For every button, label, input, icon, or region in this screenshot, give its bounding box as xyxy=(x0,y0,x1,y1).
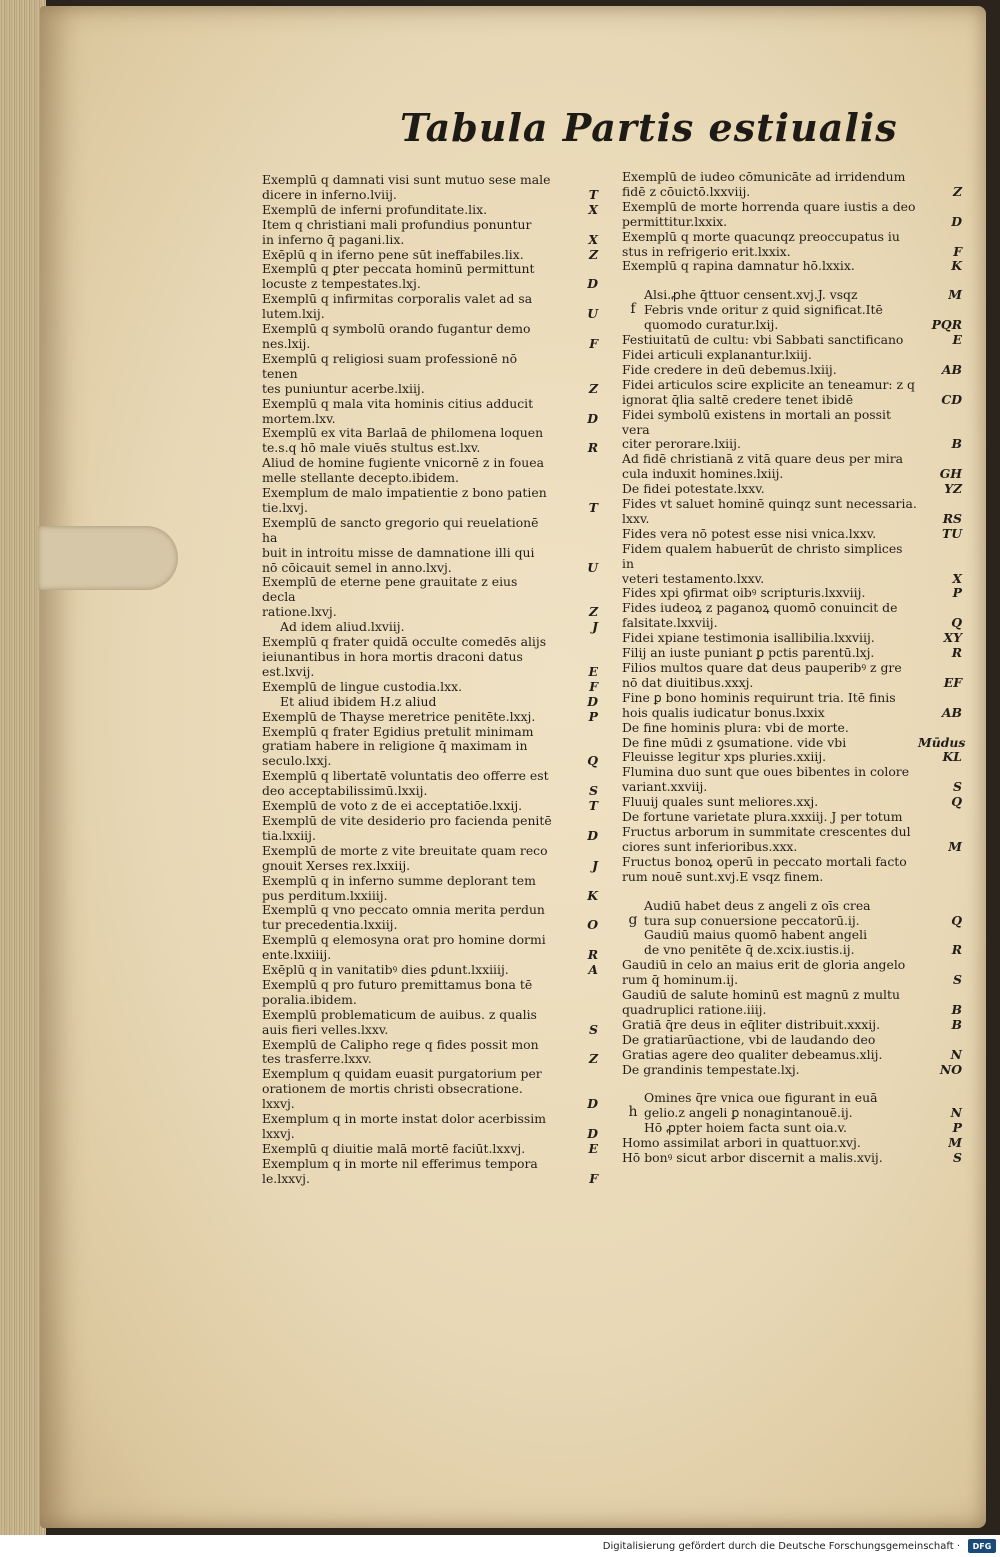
entry-marker: M xyxy=(948,838,962,854)
index-entry xyxy=(262,1157,598,1187)
index-entry xyxy=(262,426,598,456)
entry-text: Hō ꝓpter hoiem facta sunt oia.v. xyxy=(644,1120,847,1136)
entry-marker: E xyxy=(952,332,962,348)
entry-marker: P xyxy=(952,1120,962,1136)
index-entry xyxy=(262,456,598,486)
entry-marker: RS xyxy=(942,510,962,526)
right-column xyxy=(622,169,966,1166)
index-entry xyxy=(644,1091,962,1121)
entry-marker: D xyxy=(587,410,598,426)
entry-marker: YZ xyxy=(944,481,962,497)
index-entry xyxy=(622,527,962,542)
index-entry xyxy=(262,1038,598,1068)
index-entry xyxy=(622,1063,962,1078)
entry-text: De fine mūdi z ꝯsumatione. vide vbi xyxy=(622,734,847,750)
index-entry xyxy=(262,352,598,397)
section-letter-f: f xyxy=(630,301,636,318)
entry-marker: R xyxy=(951,645,962,661)
section-letter-g: g xyxy=(628,911,638,928)
entry-text: Exemplū q vno peccato omnia merita perdun tur precedentia.lxxiij. xyxy=(262,902,545,933)
index-entry xyxy=(262,575,598,620)
section-f xyxy=(622,288,962,333)
left-column xyxy=(262,173,598,1187)
index-entry xyxy=(622,810,962,825)
entry-text: Homo assimilat arbori in quattuor.xvj. xyxy=(622,1135,861,1151)
index-entry xyxy=(262,516,598,576)
entry-text: Omines q̄re vnica oue figurant in euā gelio.z angeli ꝑ nonagintanouē.ij. xyxy=(644,1090,878,1121)
footer-text: Digitalisierung gefördert durch die Deutsche Forschungsgemeinschaft · xyxy=(602,1540,960,1552)
entry-text: Alsi.ꝓhe q̄ttuor censent.xvj.J. vsqz xyxy=(644,287,858,303)
entry-marker: Mūdus xyxy=(918,734,966,750)
index-entry xyxy=(262,262,598,292)
entry-text: Fides iudeoꝝ z paganoꝝ quomō conuincit de falsitate.lxxviij. xyxy=(622,600,898,631)
dfg-logo: DFG xyxy=(968,1539,996,1553)
entry-text: Exemplum q in morte instat dolor acerbissim lxxvj. xyxy=(262,1111,546,1141)
entry-text: Exēplū q in vanitatibꝰ dies ꝑdunt.lxxiiij. xyxy=(262,962,509,978)
index-entry xyxy=(262,874,598,904)
entry-text: Fructus bonoꝝ operū in peccato mortali facto rum nouē sunt.xvj.E vsqz finem. xyxy=(622,853,907,884)
entry-marker: XY xyxy=(943,630,962,646)
index-entry xyxy=(622,855,962,885)
entry-marker: X xyxy=(588,231,598,247)
entry-marker: CD xyxy=(941,391,962,407)
entry-text: Exemplū q frater quidā occulte comedēs alijs ieiunantibus in hora mortis draconi datus est.lxvij. xyxy=(262,634,547,679)
entry-text: Exemplū de vite desiderio pro facienda penitē tia.lxxiij. xyxy=(262,812,552,843)
entry-marker: Q xyxy=(951,615,962,631)
entry-marker: U xyxy=(587,559,598,575)
entry-marker: D xyxy=(587,827,598,843)
entry-text: Flumina duo sunt que oues bibentes in colore variant.xxviij. xyxy=(622,764,910,795)
entry-marker: R xyxy=(587,947,598,963)
entry-text: Exemplū de eterne pene grauitate z eius decla ratione.lxvj. xyxy=(262,574,518,620)
entry-text: De grandinis tempestate.lxj. xyxy=(622,1061,800,1077)
entry-text: Fidei articulos scire explicite an teneamur: z q ignorat q̄lia saltē credere tenet ibidē xyxy=(622,376,915,407)
entry-marker: D xyxy=(587,1126,598,1141)
index-entry xyxy=(262,248,598,263)
index-entry xyxy=(644,899,962,929)
index-entry xyxy=(622,601,962,631)
entry-marker: F xyxy=(589,678,598,694)
index-entry xyxy=(644,288,962,303)
entry-marker: K xyxy=(951,258,962,274)
entry-marker: J xyxy=(592,857,598,873)
entry-text: Exemplū q in inferno summe deplorant tem pus perditum.lxxiiij. xyxy=(262,872,536,903)
index-entry xyxy=(622,333,962,348)
index-entry xyxy=(262,769,598,799)
entry-text: Audiū habet deus z angeli z oīs crea tura sup conuersione peccatorū.ij. xyxy=(644,897,871,928)
entry-text: Gaudiū in celo an maius erit de gloria angelo rum q̄ hominum.ij. xyxy=(622,957,906,988)
entry-text: Exemplū problematicum de auibus. z qualis auis fieri velles.lxxv. xyxy=(262,1006,537,1037)
index-entry xyxy=(262,1008,598,1038)
entry-text: Gaudiū maius quomō habent angeli de vno penitēte q̄ de.xcix.iustis.ij. xyxy=(644,927,868,958)
index-entry xyxy=(622,408,962,453)
entry-text: De fortune varietate plura.xxxiij. J per totum xyxy=(622,809,903,825)
entry-text: Exemplū de morte horrenda quare iustis a deo permittitur.lxxix. xyxy=(622,198,916,229)
entry-text: Fluuij quales sunt meliores.xxj. xyxy=(622,794,819,810)
entry-text: Exemplū q elemosyna orat pro homine dormi ente.lxxiiij. xyxy=(262,932,546,963)
index-entry xyxy=(262,903,598,933)
index-entry xyxy=(262,397,598,427)
entry-marker: Z xyxy=(588,604,598,620)
index-entry xyxy=(262,1112,598,1142)
entry-text: Exēplū q in iferno pene sūt ineffabiles.lix. xyxy=(262,246,524,262)
index-entry xyxy=(262,978,598,1008)
entry-text: Festiuitatū de cultu: vbi Sabbati sanctificano xyxy=(622,332,904,348)
entry-text: De fidei potestate.lxxv. xyxy=(622,481,765,497)
entry-text: Exemplū q rapina damnatur hō.lxxix. xyxy=(622,258,855,274)
entry-text: Fidei symbolū existens in mortali an possit vera citer perorare.lxiij. xyxy=(622,406,891,452)
section-h xyxy=(622,1091,962,1136)
index-entry xyxy=(262,218,598,248)
index-entry xyxy=(622,542,962,587)
index-entry xyxy=(622,988,962,1018)
entry-marker: Z xyxy=(952,183,962,199)
index-entry xyxy=(622,170,962,200)
entry-marker: AB xyxy=(941,704,962,720)
index-entry xyxy=(622,1151,962,1166)
entry-text: Fructus arborum in summitate crescentes dul ciores sunt inferioribus.xxx. xyxy=(622,823,911,854)
index-entry xyxy=(262,799,598,814)
entry-text: De gratiarūactione, vbi de laudando deo xyxy=(622,1031,876,1047)
index-entry xyxy=(262,1067,598,1112)
entry-text: De fine hominis plura: vbi de morte. xyxy=(622,719,849,735)
entry-marker: E xyxy=(588,663,598,679)
entry-marker: Z xyxy=(588,246,598,262)
entry-marker: D xyxy=(951,213,962,229)
entry-text: Gratias agere deo qualiter debeamus.xlij. xyxy=(622,1046,883,1062)
entry-text: Gaudiū de salute hominū est magnū z multu quadruplici ratione.iiij. xyxy=(622,987,900,1017)
entry-marker: Z xyxy=(588,380,598,396)
page-heading: Tabula Partis estiualis xyxy=(400,105,898,150)
entry-text: Aliud de homine fugiente vnicornē z in fouea melle stellante decepto.ibidem. xyxy=(262,455,544,486)
entry-text: Exemplū q diuitie malā mortē faciūt.lxxvj. xyxy=(262,1140,526,1156)
entry-text: Exemplum q in morte nil efferimus tempora le.lxxvj. xyxy=(262,1155,538,1186)
entry-marker: A xyxy=(588,962,598,978)
index-entry xyxy=(622,200,962,230)
entry-marker: D xyxy=(587,276,598,292)
entry-text: Exemplū de voto z de ei acceptatiōe.lxxij. xyxy=(262,798,523,814)
entry-text: Exemplū q frater Egidius pretulit minimam gratiam habere in religione q̄ maximam in seculo.lxxj. xyxy=(262,723,534,769)
index-entry xyxy=(262,844,598,874)
index-entry xyxy=(262,173,598,203)
entry-marker: B xyxy=(951,1016,962,1032)
index-entry xyxy=(262,933,598,963)
index-entry xyxy=(622,631,962,646)
h-entries xyxy=(622,1136,962,1166)
entry-text: Exemplū q damnati visi sunt mutuo sese male dicere in inferno.lviij. xyxy=(262,172,551,202)
index-entry xyxy=(262,292,598,322)
entry-marker: F xyxy=(589,1170,598,1186)
entry-text: Fides vera nō potest esse nisi vnica.lxxv. xyxy=(622,525,877,541)
entry-text: Fides vt saluet hominē quinqz sunt necessaria. lxxv. xyxy=(622,496,917,526)
index-entry xyxy=(644,928,962,958)
section-g xyxy=(622,899,962,959)
index-entry xyxy=(262,620,598,635)
index-entry xyxy=(622,482,962,497)
index-entry xyxy=(622,750,962,765)
entry-marker: Q xyxy=(951,794,962,810)
index-entry xyxy=(622,958,962,988)
index-entry xyxy=(262,635,598,680)
entry-marker: Q xyxy=(951,912,962,928)
entry-text: Fidei articuli explanantur.lxiij. xyxy=(622,346,812,362)
entry-text: Exemplū de inferni profunditate.lix. xyxy=(262,201,488,217)
entry-marker: N xyxy=(950,1105,962,1121)
entry-marker: EF xyxy=(943,674,962,690)
entry-marker: B xyxy=(951,1001,962,1017)
entry-marker: NO xyxy=(939,1061,962,1077)
section-letter-h: h xyxy=(628,1104,638,1121)
index-entry xyxy=(622,691,962,721)
entry-text: Exemplū q mala vita hominis citius adducit mortem.lxv. xyxy=(262,395,534,426)
entry-marker: M xyxy=(948,1135,962,1151)
index-entry xyxy=(262,695,598,710)
g-entries xyxy=(622,958,962,1077)
index-entry xyxy=(622,1136,962,1151)
entry-text: Exemplū q religiosi suam professionē nō tenen tes puniuntur acerbe.lxiij. xyxy=(262,350,518,396)
entry-text: Exemplū q pro futuro premittamus bona tē poralia.ibidem. xyxy=(262,976,533,1007)
entry-text: Exemplū de Calipho rege q fides possit mon tes trasferre.lxxv. xyxy=(262,1036,539,1067)
index-entry xyxy=(622,765,962,795)
entry-text: Exemplū de morte z vite breuitate quam reco gnouit Xerses rex.lxxiij. xyxy=(262,842,548,873)
entry-text: Exemplū q morte quacunqz preoccupatus iu stus in refrigerio erit.lxxix. xyxy=(622,228,900,259)
index-entry xyxy=(622,497,962,527)
entry-marker: O xyxy=(587,917,598,933)
entry-text: Exemplū q ꝑter peccata hominū permittunt locuste z tempestates.lxj. xyxy=(262,261,535,292)
index-entry xyxy=(622,1033,962,1048)
entry-marker: R xyxy=(587,440,598,456)
entry-text: Filij an iuste puniant ꝑ pctis parentū.lxj. xyxy=(622,645,875,661)
entry-text: Fine ꝑ bono hominis requirunt tria. Itē finis hois qualis iudicatur bonus.lxxix xyxy=(622,689,896,720)
entry-marker: T xyxy=(588,798,598,814)
index-entry xyxy=(262,814,598,844)
f-entries xyxy=(622,332,966,885)
entry-marker: P xyxy=(952,585,962,601)
entry-marker: S xyxy=(953,779,962,795)
entry-marker: X xyxy=(588,201,598,217)
entry-text: Exemplū q libertatē voluntatis deo offerre est deo acceptabilissimū.lxxij. xyxy=(262,768,549,799)
entry-text: Fidei xpiane testimonia isallibilia.lxxviij. xyxy=(622,630,875,646)
index-entry xyxy=(644,303,962,333)
entry-text: Gratiā q̄re deus in eq̄liter distribuit.xxxij. xyxy=(622,1016,881,1032)
index-entry xyxy=(622,230,962,260)
entry-marker: T xyxy=(588,186,598,202)
entry-text: Fide credere in deū debemus.lxiij. xyxy=(622,361,837,377)
entry-text: Fidem qualem habuerūt de christo simplices in veteri testamento.lxxv. xyxy=(622,540,903,586)
index-entry xyxy=(622,1048,962,1063)
entry-marker: J xyxy=(592,619,598,635)
index-entry xyxy=(622,734,966,751)
index-entry xyxy=(622,661,962,691)
index-entry xyxy=(262,710,598,725)
entry-text: Exemplum q quidam euasit purgatorium per orationem de mortis christi obsecratione. lxxvj. xyxy=(262,1066,542,1112)
entry-marker: S xyxy=(589,783,598,799)
entry-marker: P xyxy=(588,708,598,724)
entry-marker: TU xyxy=(941,525,962,541)
entry-marker: Z xyxy=(588,1051,598,1067)
entry-text: Hō bonꝰ sicut arbor discernit a malis.xvij. xyxy=(622,1150,883,1166)
index-entry xyxy=(622,586,962,601)
index-entry xyxy=(622,348,962,363)
entry-text: Exemplū q symbolū orando fugantur demo nes.lxij. xyxy=(262,321,531,351)
entry-marker: T xyxy=(588,499,598,515)
entry-marker: X xyxy=(952,570,962,586)
entry-text: Exemplū de iudeo cōmunicāte ad irridendum fidē z cōuictō.lxxviij. xyxy=(622,169,906,199)
entry-marker: B xyxy=(951,436,962,452)
entry-text: Et aliud ibidem H.z aliud xyxy=(280,693,437,709)
entry-text: Exemplū ex vita Barlaā de philomena loquen te.s.q hō male viuēs stultus est.lxv. xyxy=(262,425,544,456)
index-entry xyxy=(262,680,598,695)
entry-marker: S xyxy=(953,1150,962,1166)
index-entry xyxy=(622,721,962,736)
entry-text: Filios multos quare dat deus pauperibꝰ z gre nō dat diuitibus.xxxj. xyxy=(622,660,902,690)
bookmark-tab xyxy=(38,526,178,590)
index-entry xyxy=(262,725,598,770)
entry-text: Ad idem aliud.lxviij. xyxy=(280,619,405,635)
index-entry xyxy=(262,203,598,218)
index-entry xyxy=(644,1121,962,1136)
entry-marker: R xyxy=(951,942,962,958)
entry-text: Exemplum de malo impatientie z bono patien tie.lxvj. xyxy=(262,485,547,515)
entry-marker: D xyxy=(587,1096,598,1112)
entry-marker: K xyxy=(587,887,598,903)
index-entry xyxy=(622,825,962,855)
entry-text: Exemplū de sancto gregorio qui reuelationē ha buit in introitu misse de damnatione illi qui nō cōicauit semel in anno.lxvj. xyxy=(262,514,539,575)
index-entry xyxy=(622,259,962,274)
right-top-entries xyxy=(622,170,962,274)
entry-text: Fides xpi ꝯfirmat oibꝰ scripturis.lxxviij. xyxy=(622,585,866,601)
entry-text: Ad fidē christianā z vitā quare deus per mira cula induxit homines.lxiij. xyxy=(622,451,904,482)
entry-marker: F xyxy=(589,335,598,351)
entry-marker: M xyxy=(948,287,962,303)
footer-bar xyxy=(0,1535,1000,1557)
index-entry xyxy=(622,363,962,378)
entry-text: Exemplū q infirmitas corporalis valet ad sa lutem.lxij. xyxy=(262,291,533,322)
entry-text: Exemplū de Thayse meretrice penitēte.lxxj. xyxy=(262,708,536,724)
index-entry xyxy=(622,378,962,408)
index-entry xyxy=(622,452,962,482)
entry-marker: PQR xyxy=(931,317,962,333)
entry-marker: S xyxy=(953,972,962,988)
index-entry xyxy=(262,1142,598,1157)
entry-marker: AB xyxy=(941,361,962,377)
entry-marker: D xyxy=(587,693,598,709)
index-entry xyxy=(262,322,598,352)
entry-marker: KL xyxy=(942,749,962,765)
index-entry xyxy=(622,1018,962,1033)
entry-text: Fleuisse legitur xps pluries.xxiij. xyxy=(622,749,827,765)
entry-text: Item q christiani mali profundius ponuntur in inferno q̄ pagani.lix. xyxy=(262,216,532,247)
entry-marker: U xyxy=(587,306,598,322)
entry-marker: GH xyxy=(939,466,962,482)
index-entry xyxy=(622,795,962,810)
index-entry xyxy=(622,646,962,661)
entry-text: Febris vnde oritur z quid significat.Itē quomodo curatur.lxij. xyxy=(644,302,883,333)
entry-marker: N xyxy=(950,1046,962,1062)
index-entry xyxy=(262,486,598,516)
index-entry xyxy=(262,963,598,978)
entry-marker: S xyxy=(589,1021,598,1037)
entry-marker: F xyxy=(953,243,962,259)
entry-marker: Q xyxy=(587,753,598,769)
entry-text: Exemplū de lingue custodia.lxx. xyxy=(262,678,463,694)
entry-marker: E xyxy=(588,1140,598,1156)
